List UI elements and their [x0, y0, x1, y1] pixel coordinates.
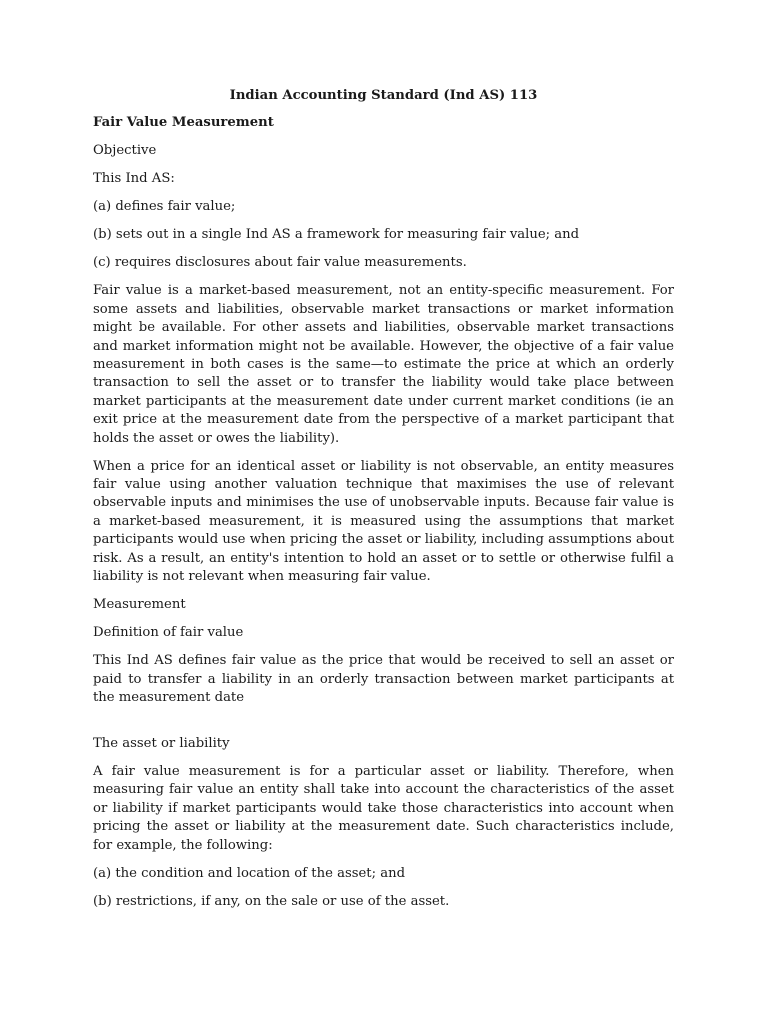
asset-heading: The asset or liability: [93, 735, 230, 751]
list-item-b: (b) sets out in a single Ind AS a framework for measuring fair value; and: [93, 227, 580, 243]
measurement-heading: Measurement: [93, 597, 186, 613]
paragraph-asset-liability: A fair value measurement is for a particular asset or liability. Therefore, when measuring fair value an entity shall take into account the characteristics of the asset or liability if market participants would take those characteristics into account when pricing the asset or liability at the measurement date. Such characteristics include, for example, the following:: [93, 763, 674, 853]
intro-text: This Ind AS:: [93, 171, 175, 187]
paragraph-definition: This Ind AS defines fair value as the price that would be received to sell an asset or paid to transfer a liability in an orderly transaction between market participants at the measurement date: [93, 653, 674, 705]
list-item-c: (c) requires disclosures about fair value measurements.: [93, 255, 467, 271]
spacer: [93, 717, 674, 735]
list2-item-a: (a) the condition and location of the asset; and: [93, 865, 406, 881]
document-subtitle: Fair Value Measurement: [93, 115, 274, 131]
paragraph-valuation-technique: When a price for an identical asset or liability is not observable, an entity measures fair value using another valuation technique that maximises the use of relevant observable inputs and minimises the use of unobservable inputs. Because fair value is a market-based measurement, it is measured using the assumptions that market participants would use when pricing the asset or liability, including assumptions about risk. As a result, an entity's intention to hold an asset or to settle or otherwise fulfil a liability is not relevant when measuring fair value.: [93, 458, 674, 585]
list2-item-b: (b) restrictions, if any, on the sale or use of the asset.: [93, 893, 450, 909]
objective-heading: Objective: [93, 143, 157, 159]
document-title: Indian Accounting Standard (Ind AS) 113: [229, 88, 538, 103]
paragraph-fair-value: Fair value is a market-based measurement, not an entity-specific measurement. For some assets and liabilities, observable market transactions or market information might be available. For other assets and liabilities, observable market transactions and market information might not be available. However, the objective of a fair value measurement in both cases is the same—to estimate the price at which an orderly transaction to sell the asset or to transfer the liability would take place between market participants at the measurement date under current market conditions (ie an exit price at the measurement date from the perspective of a market participant that holds the asset or owes the liability).: [93, 283, 674, 446]
definition-heading: Definition of fair value: [93, 625, 244, 641]
list-item-a: (a) defines fair value;: [93, 199, 236, 215]
